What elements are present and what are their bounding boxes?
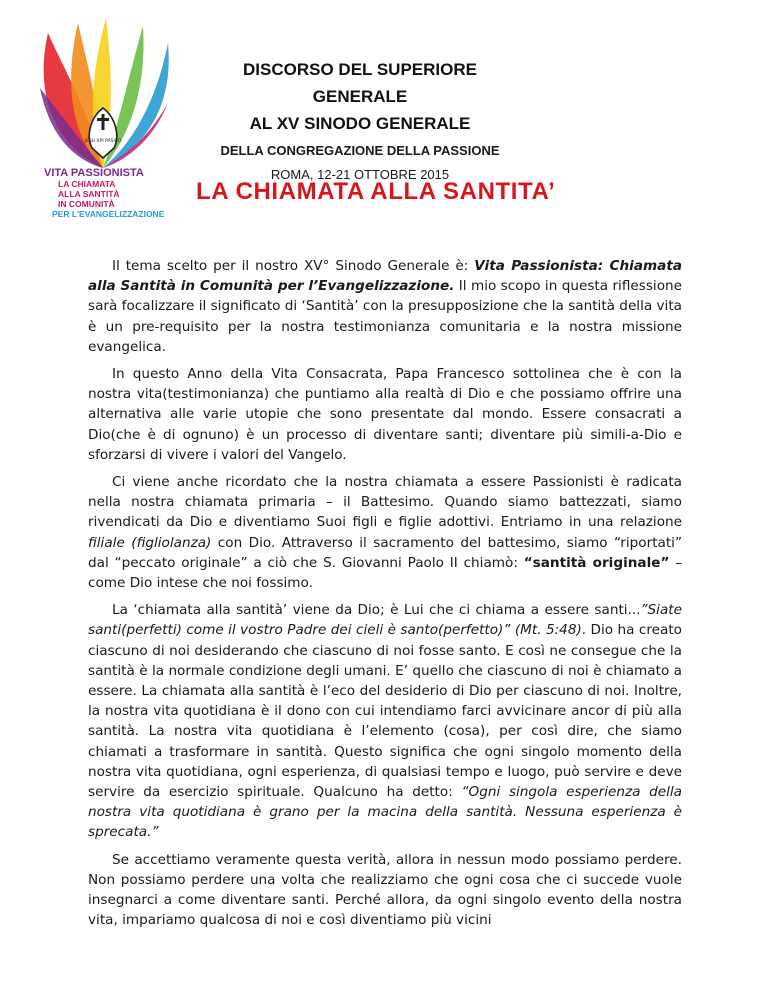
paragraph-3-text-c: con Dio. Attraverso il sacramento del battesimo, siamo “riportati” dal “peccato originale” a ciò che S. Giovanni Paolo II chiamò: (88, 534, 683, 571)
paragraph-2: In questo Anno della Vita Consacrata, Papa Francesco sottolinea che è con la nostra vita(testimonianza) che puntiamo alla realtà di Dio e che possiamo offrire una alternativa alle varie utopie che sono presentate dal mondo. Essere consacrati a Dio(che è di ognuno) è un processo di diventare santi; diventare più simili-a-Dio e sforzarsi di vivere i valori del Vangelo. (88, 366, 682, 463)
paragraph-3-text-a: Ci viene anche ricordato che la nostra chiamata a essere Passionisti è radicata nella nostra chiamata primaria – il Battesimo. Quando siamo battezzati, siamo rivendicati da Dio e diventiamo Suoi figli e figlie adottivi. Entriamo in una relazione (88, 474, 682, 531)
logo-line-2: LA CHIAMATA (58, 179, 116, 189)
paragraph-3 (88, 472, 682, 593)
logo-line-5: PER L'EVANGELIZZAZIONE (52, 209, 165, 219)
paragraph-4-text-c: . Dio ha creato ciascuno di noi desiderando che ciascuno di noi fosse santo. E così ne consegue che la santità è la normale condizione degli umani. E’ quello che ciascuno di noi è chiamato a essere. La chiamata alla santità è l’eco del desiderio di Dio per ciascuno di noi. Inoltre, la nostra vita quotidiana è il dono con cui intendiamo farci avvicinare ancor di più alla santità. La nostra vita quotidiana è l’elemento (cosa), per così dire, che siamo chiamati a trasformare in santità. Questo significa che ogni singolo momento della nostra vita quotidiana, ogni esperienza, di qualsiasi tempo e luogo, può servire e deve servire da esercizio spirituale. Qualcuno ha detto: (88, 622, 682, 801)
header-line-4: ROMA, 12-21 OTTOBRE 2015 (270, 167, 450, 182)
svg-text:JESU XPI PASSIO: JESU XPI PASSIO (84, 139, 122, 144)
document-header (200, 56, 520, 187)
logo-line-1: VITA PASSIONISTA (44, 167, 144, 179)
paragraph-1-theme: Vita Passionista: Chiamata alla Santità in Comunità per l’Evangelizzazione. (88, 258, 683, 295)
paragraph-5: Se accettiamo veramente questa verità, allora in nessun modo possiamo perdere. Non possiamo perdere una volta che realizziamo che ogni cosa che ci succede vuole insegnarci a come diventare santi. Perché allora, da ogni singolo evento della nostra vita, impariamo qualcosa di noi e così diventiamo più vicini (88, 851, 682, 929)
document-title: LA CHIAMATA ALLA SANTITA’ (196, 178, 556, 205)
paragraph-4-text-a: La ‘chiamata alla santità’ viene da Dio; è Lui che ci chiama a essere santi... (112, 602, 641, 619)
header-line-2: AL XV SINODO GENERALE (249, 114, 471, 133)
paragraph-1 (88, 256, 682, 357)
paragraph-3-text-e: – come Dio intese che noi fossimo. (88, 554, 683, 592)
paragraph-4-quote: ”Siate santi(perfetti) come il vostro Padre dei cieli è santo(perfetto)” (Mt. 5:48) (88, 602, 682, 639)
paragraph-3-bold: “santità originale” (523, 554, 670, 571)
document-body (88, 256, 682, 938)
paragraph-4-quote-2: “Ogni singola esperienza della nostra vita quotidiana è grano per la macina della santità. Nessuna esperienza è sprecata.” (88, 784, 682, 841)
logo-line-3: ALLA SANTITÀ (58, 189, 120, 199)
logo-caption (38, 168, 178, 219)
logo-line-4: IN COMUNITÀ (58, 199, 115, 209)
paragraph-3-italic: filiale (figliolanza) (88, 534, 212, 551)
paragraph-4 (88, 600, 682, 842)
header-line-1: DISCORSO DEL SUPERIORE GENERALE (243, 60, 477, 106)
paragraph-1-text-c: Il mio scopo in questa riflessione sarà focalizzare il significato di ‘Santità’ con la presupposizione che la santità della vita è un pre-requisito per la nostra testimonianza comunitaria e la nostra missione evangelica. (88, 278, 682, 355)
paragraph-1-text-a: Il tema scelto per il nostro XV° Sinodo Generale è: (112, 258, 475, 274)
header-line-3: DELLA CONGREGAZIONE DELLA PASSIONE (220, 143, 500, 158)
